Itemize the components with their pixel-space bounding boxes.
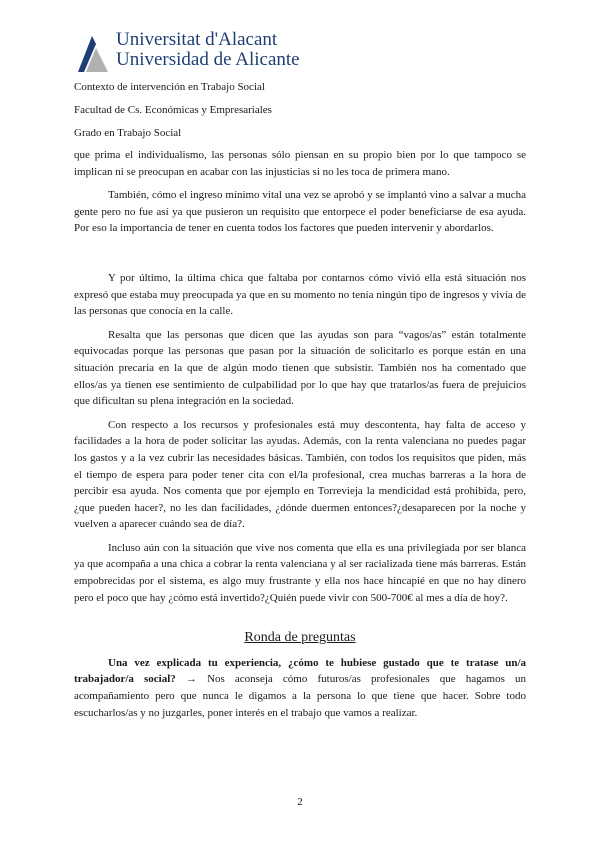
answer-text: → Nos aconseja cómo futuros/as profesionales que hagamos un acompañamiento pero que nunca le digamos a la persona lo que tiene que hacer. Sobre todo escucharlos/as y no juzgarles, poner interés en el trabajo que vamos a realizar. xyxy=(74,673,527,719)
document-body xyxy=(74,147,526,728)
logo-line-valencian: Universitat d'Alacant xyxy=(116,29,278,50)
question-text: Una vez explicada tu experiencia, ¿cómo te hubiese gustado que te tratase un/a trabajador/a social? xyxy=(74,656,526,686)
paragraph-3: Y por último, la última chica que faltaba por contarnos cómo vivió ella está situación nos expresó que estaba muy preocupada ya que en su momento no tenía ningún tipo de ingresos y vivía de las personas que conocía en la calle. xyxy=(74,271,526,318)
paragraph-5: Con respecto a los recursos y profesionales está muy descontenta, hay falta de acceso y facilidades a la hora de poder solicitar las ayudas. Además, con la renta valenciana no puedes pagar los gastos y a la vez cubrir las necesidades básicas. También, con todos los requisitos que piden, más el tiempo de espera para poder tener cita con el/la profesional, crea muchas barreras a la hora de percibir esa ayuda. Nos comenta que por ejemplo en Torrevieja la mendicidad está prohibida, pero, ¿que pueden hacer?, no les dan facilidades, ¿dónde duermen entonces?¿desaparecen por la noche y vuelven a aparecer cuándo sea de día?. xyxy=(74,418,526,531)
header-faculty: Facultad de Cs. Económicas y Empresariales xyxy=(74,104,272,116)
logo-text xyxy=(116,30,300,70)
paragraph-1: que prima el individualismo, las personas sólo piensan en su propio bien por lo que tampoco se implican ni se preocupan en acabar con las injusticias si no les toca de primera mano. xyxy=(74,149,526,178)
paragraph-2: También, cómo el ingreso mínimo vital una vez se aprobó y se implantó vino a salvar a mucha gente pero no fue así ya que pusieron un requisito que entorpece el poder beneficiarse de esa ayuda. Por eso la importancia de tener en cuenta todos los factores que pueden intervenir y abordarlos. xyxy=(74,189,526,235)
section-title: Ronda de preguntas xyxy=(244,630,356,646)
header-degree: Grado en Trabajo Social xyxy=(74,127,182,139)
university-logo xyxy=(74,30,304,80)
header-subject: Contexto de intervención en Trabajo Social xyxy=(74,81,265,93)
question-paragraph xyxy=(74,655,526,721)
paragraph-gap xyxy=(74,244,526,270)
page-number: 2 xyxy=(297,796,303,808)
paragraph-6: Incluso aún con la situación que vive nos comenta que ella es una privilegiada por ser blanca ya que acompaña a una chica a cobrar la renta valenciana y al ser racializada tiene más barreras. Están empobrecidas por el sistema, es algo muy frustrante y ella nos hace hincapié en que no hay dinero pero el poco que hay ¿cómo está invertido?¿Quién puede vivir con 500-700€ al mes a día de hoy?. xyxy=(74,541,526,604)
university-emblem-icon xyxy=(74,32,110,76)
paragraph-4: Resalta que las personas que dicen que las ayudas son para “vagos/as” están totalmente equivocadas porque las personas que pasan por la situación de solicitarlo es porque están en una situación precaria en la que de algún modo tienen que subsistir. También nos ha comentado que ellos/as ya tienen ese sentimiento de culpabilidad por lo que hay que tratarlos/as fuera de prejuicios que dificultan su plena integración en la sociedad. xyxy=(74,328,526,408)
logo-line-spanish: Universidad de Alicante xyxy=(116,49,300,70)
